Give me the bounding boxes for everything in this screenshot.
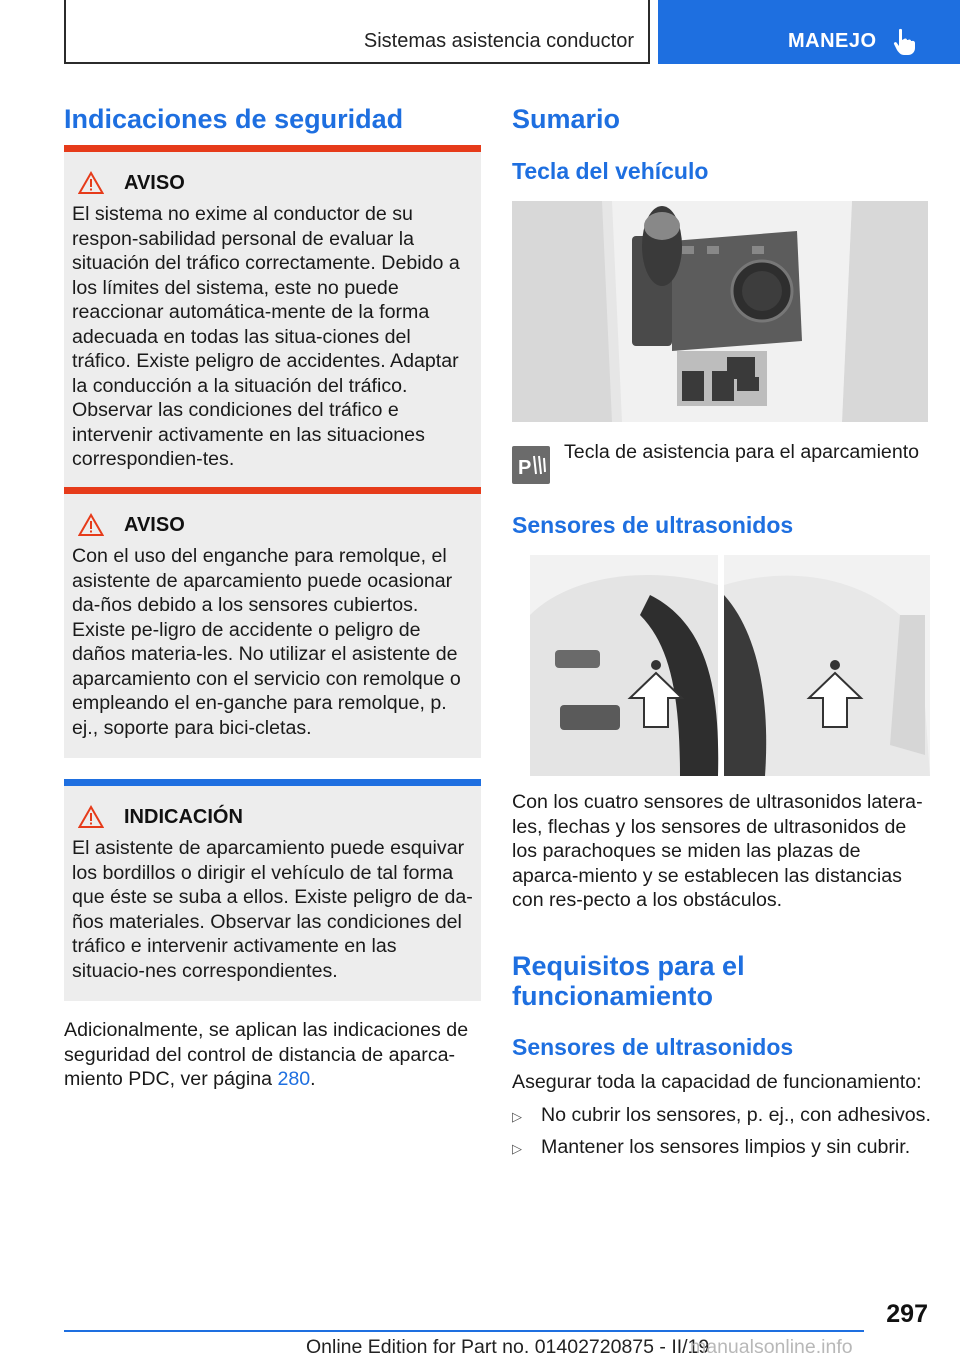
button-caption: Tecla de asistencia para el aparcamiento xyxy=(564,441,920,463)
page-link[interactable]: 280 xyxy=(277,1068,311,1090)
footer-watermark: manualsonline.info xyxy=(690,1336,853,1358)
parking-assist-button-icon xyxy=(512,446,550,484)
warning-box-2 xyxy=(64,487,481,758)
warning-title: AVISO xyxy=(124,513,185,536)
triangle-bullet-icon: ▷ xyxy=(512,1141,522,1156)
warning-triangle-icon xyxy=(78,805,104,829)
svg-text:P: P xyxy=(518,457,532,479)
warning-triangle-icon xyxy=(78,513,104,537)
safety-title: Indicaciones de seguridad xyxy=(64,104,404,134)
footer-divider xyxy=(64,1330,864,1332)
header-section-box xyxy=(64,0,650,64)
requirements-subtitle: Sensores de ultrasonidos xyxy=(512,1034,794,1060)
warning-text: El sistema no exime al conductor de su respon-sabilidad personal de evaluar la situación del tráfico correctamente. Debido a los límites del sistema, este no puede reaccionar automática-mente de la forma adecuada en todas las situa-ciones del tráfico. Existe peligro de accidentes. Adaptar la conducción a la situación del tráfico. Observar las condiciones del tráfico e intervenir activamente en las situaciones correspondien-tes. xyxy=(72,203,460,470)
warning-title: AVISO xyxy=(124,171,185,194)
requirements-intro: Asegurar toda la capacidad de funcionamiento: xyxy=(512,1071,922,1093)
footer-edition: Online Edition for Part no. 01402720875 - II/19 xyxy=(306,1336,710,1358)
sensors-description: Con los cuatro sensores de ultrasonidos latera-les, flechas y los sensores de ultrasonidos de los parachoques se miden las plazas de aparca-miento y se establecen las distancias con res-pecto a los obstáculos. xyxy=(512,791,923,911)
center-console-photo xyxy=(512,201,928,422)
warning-text: Con el uso del enganche para remolque, el asistente de aparcamiento puede ocasionar da-ños debido a los sensores cubiertos. Existe pe-ligro de accidente o peligro de daños materia-les. No utilizar el asistente de aparcamiento con el servicio con remolque o empleando el en-ganche para remolque, p. ej., soporte para bici-cletas. xyxy=(72,545,461,739)
summary-title: Sumario xyxy=(512,104,621,134)
ultrasonic-sensors-photo xyxy=(530,555,930,776)
warning-box-1 xyxy=(64,145,481,490)
extra-safety-text: Adicionalmente, se aplican las indicaciones de seguridad del control de distancia de aparca-miento PDC, ver página 280. xyxy=(64,1019,469,1090)
requirements-title: Requisitos para el funcionamiento xyxy=(512,951,745,1011)
header-chapter-label: MANEJO xyxy=(788,30,877,52)
info-title: INDICACIÓN xyxy=(124,805,243,828)
page-number: 297 xyxy=(886,1300,928,1328)
pointing-hand-icon xyxy=(890,26,920,56)
header-section-title: Sistemas asistencia conductor xyxy=(363,30,634,52)
warning-triangle-icon xyxy=(78,171,104,195)
ultrasonic-subtitle: Sensores de ultrasonidos xyxy=(512,512,794,538)
header-chapter-tab[interactable] xyxy=(658,0,960,64)
info-box xyxy=(64,779,481,1001)
triangle-bullet-icon: ▷ xyxy=(512,1109,522,1124)
vehicle-key-subtitle: Tecla del vehículo xyxy=(512,158,709,184)
info-text: El asistente de aparcamiento puede esquivar los bordillos o dirigir el vehículo de tal forma que éste se suba a ellos. Existe peligro de da-ños materiales. Observar las condiciones del tráfico e intervenir activamente en las situacio-nes correspondientes. xyxy=(72,837,473,982)
